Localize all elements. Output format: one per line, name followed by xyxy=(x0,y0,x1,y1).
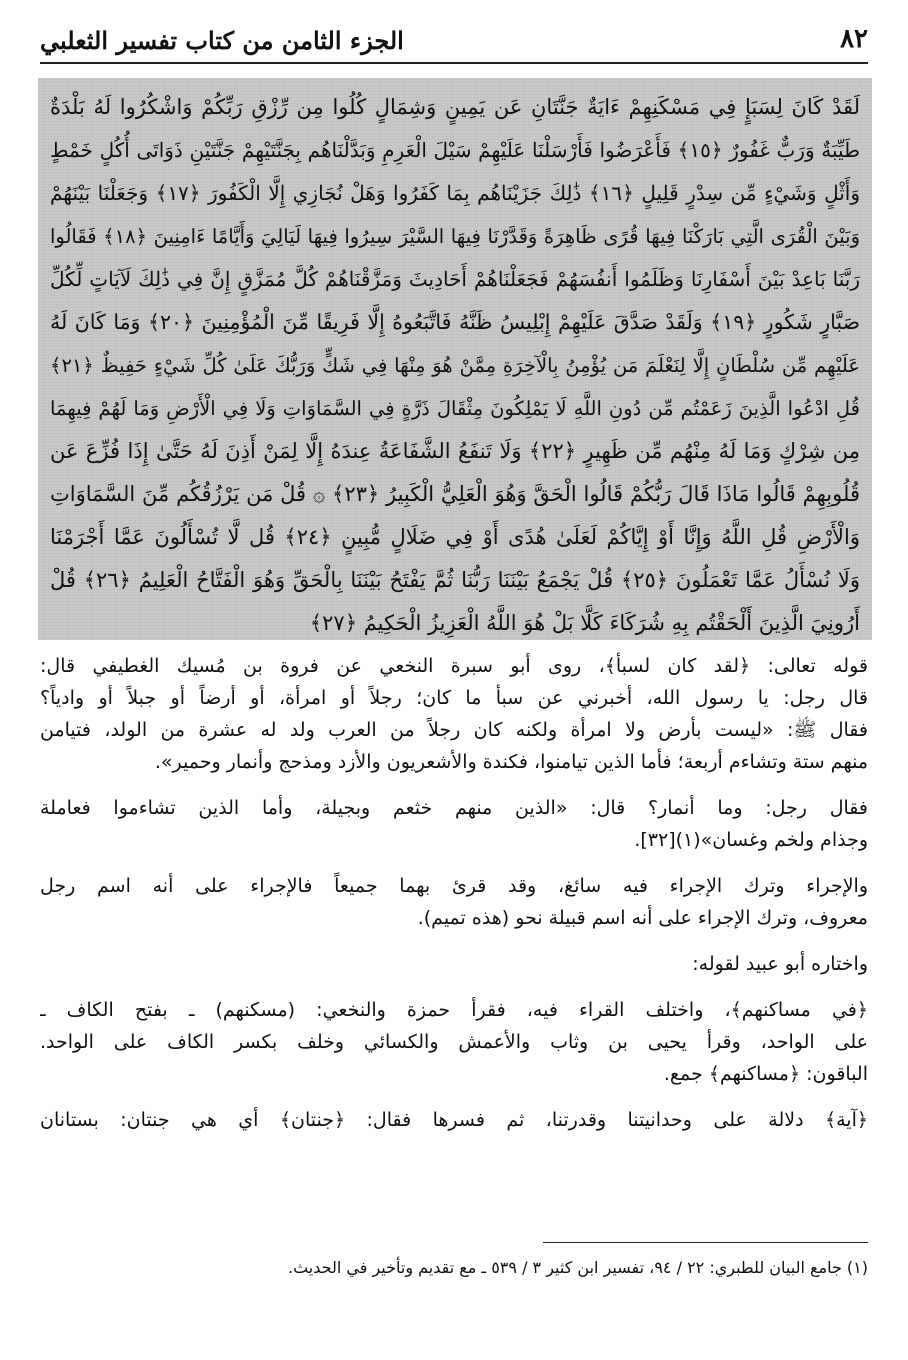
paragraph xyxy=(40,948,868,980)
quran-line: قُلِ ادْعُوا الَّذِينَ زَعَمْتُم مِّن دُونِ اللَّهِ لَا يَمْلِكُونَ مِثْقَالَ ذَرَّةٍ فِي السَّمَاوَاتِ وَلَا فِي الْأَرْضِ وَمَا لَهُمْ فِيهِمَا xyxy=(50,397,860,420)
text-line: واختاره أبو عبيد لقوله: xyxy=(692,953,868,975)
paragraph xyxy=(40,994,868,1090)
text-line: الباقون: ﴿مساكنهم﴾ جمع. xyxy=(663,1063,868,1085)
paragraph xyxy=(40,792,868,856)
text-line: وجذام ولخم وغسان»(١)[٣٢]. xyxy=(634,829,868,851)
quran-line: قُلُوبِهِمْ قَالُوا مَاذَا قَالَ رَبُّكُمْ قَالُوا الْحَقَّ وَهُوَ الْعَلِيُّ الْكَبِيرُ ﴿٢٣﴾ ۞ قُلْ مَن يَرْزُقُكُم مِّنَ السَّمَاوَاتِ xyxy=(50,482,860,506)
quran-line: مِن شِرْكٍ وَمَا لَهُ مِنْهُم مِّن ظَهِيرٍ ﴿٢٢﴾ وَلَا تَنفَعُ الشَّفَاعَةُ عِندَهُ إِلَّا لِمَنْ أَذِنَ لَهُ حَتَّىٰ إِذَا فُزِّعَ عَن xyxy=(50,439,860,463)
quran-line: أَرُونِيَ الَّذِينَ أَلْحَقْتُم بِهِ شُرَكَاءَ كَلَّا بَلْ هُوَ اللَّهُ الْعَزِيزُ الْحَكِيمُ ﴿٢٧﴾ xyxy=(309,611,860,635)
text-line: على الواحد، وقرأ يحيى بن وثاب والأعمش والكسائي وخلف بكسر الكاف على الواحد. xyxy=(40,1031,868,1053)
running-title: الجزء الثامن من كتاب تفسير الثعلبي xyxy=(40,26,404,55)
text-line: فقال ﷺ: «ليست بأرض ولا امرأة ولكنه كان رجلاً من العرب ولد له عشرة من الولد، فتيامن xyxy=(40,719,868,741)
quran-line: وَبَيْنَ الْقُرَى الَّتِي بَارَكْنَا فِيهَا قُرًى ظَاهِرَةً وَقَدَّرْنَا فِيهَا السَّيْرَ سِيرُوا فِيهَا لَيَالِيَ وَأَيَّامًا ءَامِنِينَ ﴿١٨﴾ فَقَالُوا xyxy=(50,225,860,248)
paragraph xyxy=(40,870,868,934)
quran-line: صَبَّارٍ شَكُورٍ ﴿١٩﴾ وَلَقَدْ صَدَّقَ عَلَيْهِمْ إِبْلِيسُ ظَنَّهُ فَاتَّبَعُوهُ إِلَّا فَرِيقًا مِّنَ الْمُؤْمِنِينَ ﴿٢٠﴾ وَمَا كَانَ لَهُ xyxy=(50,310,860,334)
quran-line: لَقَدْ كَانَ لِسَبَإٍ فِي مَسْكَنِهِمْ ءَايَةٌ جَنَّتَانِ عَن يَمِينٍ وَشِمَالٍ كُلُوا مِن رِّزْقِ رَبِّكُمْ وَاشْكُرُوا لَهُ بَلْدَةٌ xyxy=(50,95,860,119)
paragraph xyxy=(40,650,868,778)
text-line: فقال رجل: وما أنمار؟ قال: «الذين منهم خثعم وبجيلة، وأما الذين تشاءموا فعاملة xyxy=(40,797,868,819)
page-number: ٨٢ xyxy=(840,24,868,54)
text-line: قوله تعالى: ﴿لقد كان لسبأ﴾، روى أبو سبرة النخعي عن فروة بن مُسيك الغطيفي قال: xyxy=(40,655,868,677)
quran-line: رَبَّنَا بَاعِدْ بَيْنَ أَسْفَارِنَا وَظَلَمُوا أَنفُسَهُمْ فَجَعَلْنَاهُمْ أَحَادِيثَ وَمَزَّقْنَاهُمْ كُلَّ مُمَزَّقٍ إِنَّ فِي ذَٰلِكَ لَآيَاتٍ لِّكُلِّ xyxy=(50,267,860,291)
text-line: منهم ستة وتشاءم أربعة؛ فأما الذين تيامنوا، فكندة والأشعريون والأزد ومذحج وأنمار وحمير». xyxy=(154,751,868,773)
quran-line: وَلَا نُسْأَلُ عَمَّا تَعْمَلُونَ ﴿٢٥﴾ قُلْ يَجْمَعُ بَيْنَنَا رَبُّنَا ثُمَّ يَفْتَحُ بَيْنَنَا بِالْحَقِّ وَهُوَ الْفَتَّاحُ الْعَلِيمُ ﴿٢٦﴾ قُلْ xyxy=(50,568,860,592)
quran-verses-box xyxy=(38,78,872,640)
commentary-text xyxy=(40,650,868,1136)
quran-line: وَالْأَرْضِ قُلِ اللَّهُ وَإِنَّا أَوْ إِيَّاكُمْ لَعَلَىٰ هُدًى أَوْ فِي ضَلَالٍ مُّبِينٍ ﴿٢٤﴾ قُل لَّا تُسْأَلُونَ عَمَّا أَجْرَمْنَا xyxy=(50,525,860,549)
text-line: ﴿آية﴾ دلالة على وحدانيتنا وقدرتنا، ثم فسرها فقال: ﴿جنتان﴾ أي هي جنتان: بستانان xyxy=(40,1109,868,1131)
quran-line: عَلَيْهِم مِّن سُلْطَانٍ إِلَّا لِنَعْلَمَ مَن يُؤْمِنُ بِالْآخِرَةِ مِمَّنْ هُوَ مِنْهَا فِي شَكٍّ وَرَبُّكَ عَلَىٰ كُلِّ شَيْءٍ حَفِيظٌ ﴿٢١﴾ xyxy=(50,354,860,377)
quran-line: طَيِّبَةٌ وَرَبٌّ غَفُورٌ ﴿١٥﴾ فَأَعْرَضُوا فَأَرْسَلْنَا عَلَيْهِمْ سَيْلَ الْعَرِمِ وَبَدَّلْنَاهُم بِجَنَّتَيْهِمْ جَنَّتَيْنِ ذَوَاتَى أُكُلٍ خَمْطٍ xyxy=(50,138,860,162)
text-line: معروف، وترك الإجراء على أنه اسم قبيلة نحو (هذه تميم). xyxy=(417,907,868,929)
text-line: والإجراء وترك الإجراء فيه سائغ، وقد قرئ بهما جميعاً فالإجراء على أنه اسم رجل xyxy=(40,875,868,897)
page-header xyxy=(40,22,868,64)
footnote-divider xyxy=(543,1242,868,1243)
text-line: ﴿في مساكنهم﴾، واختلف القراء فيه، فقرأ حمزة والنخعي: (مسكنهم) ـ بفتح الكاف ـ xyxy=(40,999,868,1021)
quran-line: وَأَثْلٍ وَشَيْءٍ مِّن سِدْرٍ قَلِيلٍ ﴿١٦﴾ ذَٰلِكَ جَزَيْنَاهُم بِمَا كَفَرُوا وَهَلْ نُجَازِي إِلَّا الْكَفُورَ ﴿١٧﴾ وَجَعَلْنَا بَيْنَهُمْ xyxy=(50,181,860,205)
footnote: (١) جامع البيان للطبري: ٢٢ / ٩٤، تفسير ابن كثير ٣ / ٥٣٩ ـ مع تقديم وتأخير في الحديث. xyxy=(287,1258,868,1277)
text-line: قال رجل: يا رسول الله، أخبرني عن سبأ ما كان؛ رجلاً أو امرأة، أو أرضاً أو جبلاً أو وادياً؟ xyxy=(40,687,868,709)
paragraph xyxy=(40,1104,868,1136)
